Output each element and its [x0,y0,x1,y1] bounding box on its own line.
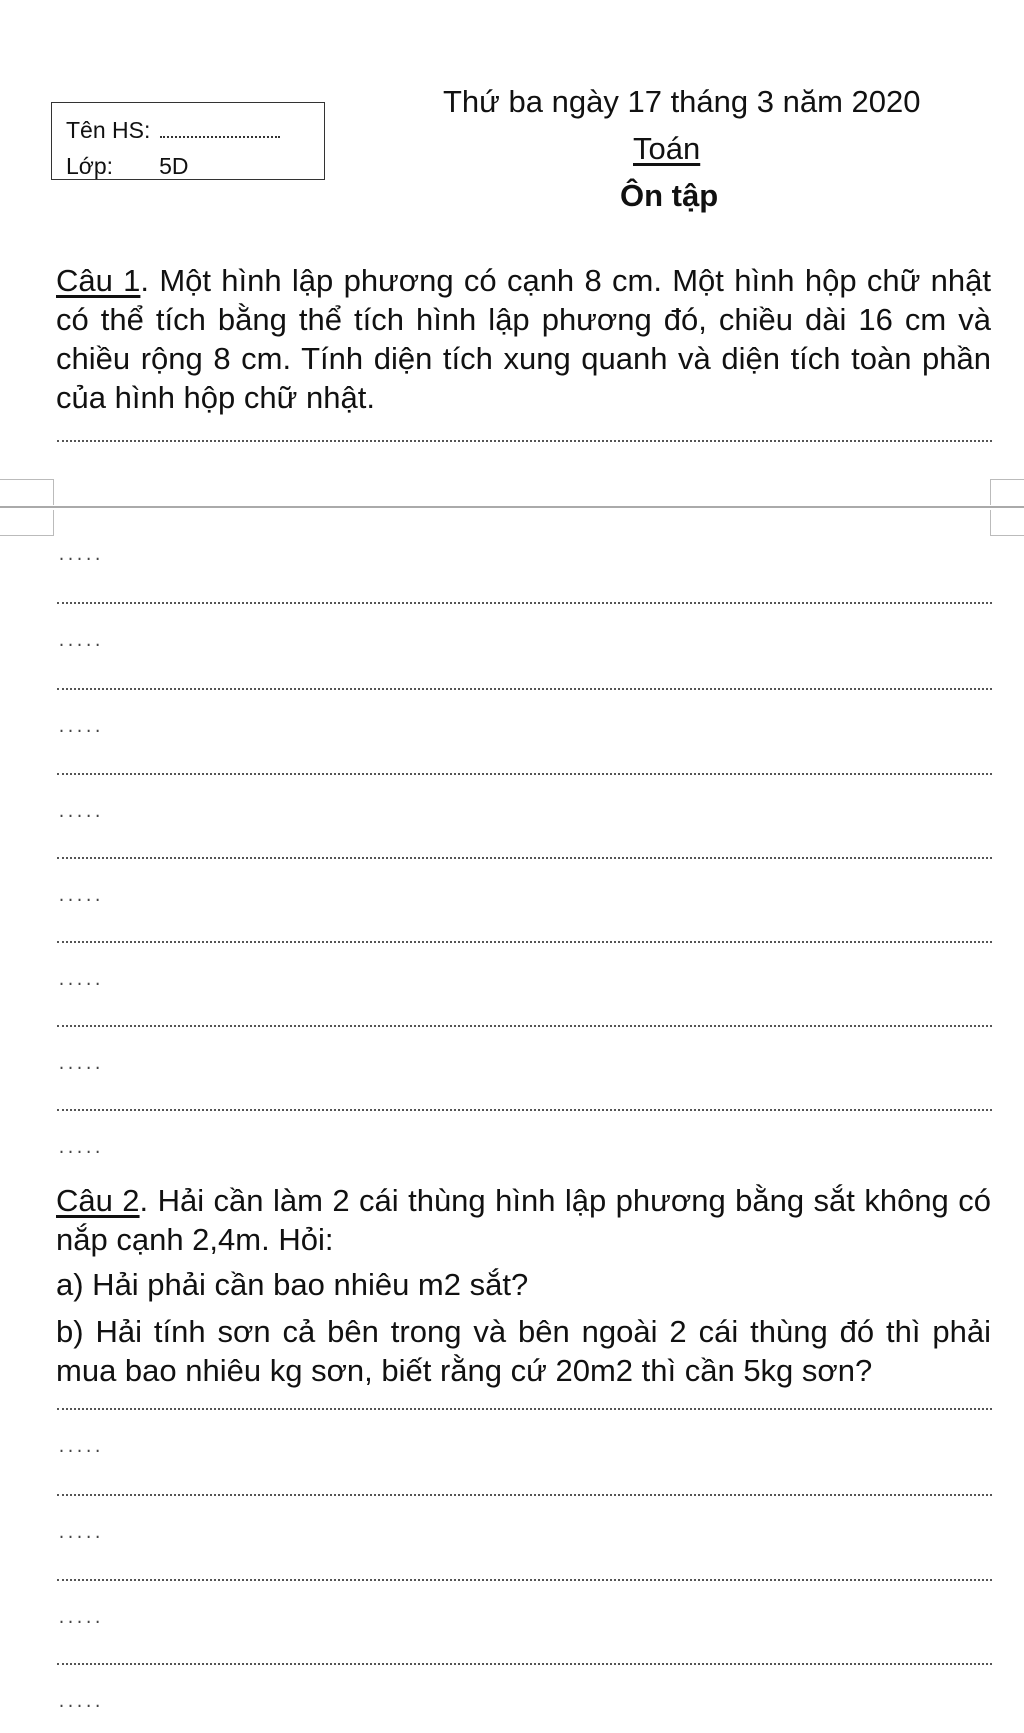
answer-line-stub: ..... [57,1055,103,1073]
answer-line-stub: ..... [57,803,103,821]
answer-line [57,602,992,604]
answer-line [57,1663,992,1665]
question-2 [56,1181,991,1259]
answer-line [57,688,992,690]
answer-line [57,773,992,775]
question-2-part-a: a) Hải phải cần bao nhiêu m2 sắt? [56,1267,529,1302]
page-break-divider [0,506,1024,508]
answer-line-stub: ..... [57,1693,103,1711]
student-name-label: Tên HS: [66,117,151,143]
date-line: Thứ ba ngày 17 tháng 3 năm 2020 [443,84,921,119]
question-1 [56,261,991,417]
answer-line-stub: ..... [57,1609,103,1627]
answer-line-stub: ..... [57,632,103,650]
lesson-title: Ôn tập [620,178,719,213]
answer-line-stub: ..... [57,887,103,905]
question-2-text: . Hải cần làm 2 cái thùng hình lập phương bằng sắt không có nắp cạnh 2,4m. Hỏi: [56,1183,991,1257]
answer-line [57,1025,992,1027]
answer-line [57,1109,992,1111]
answer-line [57,1408,992,1410]
question-1-label: Câu 1 [56,263,141,298]
question-2-part-b: b) Hải tính sơn cả bên trong và bên ngoài 2 cái thùng đó thì phải mua bao nhiêu kg sơn, biết rằng cứ 20m2 thì cần 5kg sơn? [56,1314,991,1388]
answer-line [57,857,992,859]
answer-line-stub: ..... [57,1438,103,1456]
question-1-text: . Một hình lập phương có cạnh 8 cm. Một hình hộp chữ nhật có thể tích bằng thể tích hình lập phương đó, chiều dài 16 cm và chiều rộng 8 cm. Tính diện tích xung quanh và diện tích toàn phần của hình hộp chữ nhật. [56,263,991,415]
answer-line-stub: ..... [57,1139,103,1157]
answer-line-stub: ..... [57,1524,103,1542]
class-value: 5D [159,153,189,179]
answer-line [57,440,992,442]
class-label: Lớp: [66,153,114,179]
crop-mark [990,479,1024,505]
answer-line [57,941,992,943]
question-2-label: Câu 2 [56,1183,140,1218]
answer-line-stub: ..... [57,718,103,736]
answer-line [57,1579,992,1581]
student-name-blank [160,135,280,138]
answer-line-stub: ..... [57,546,103,564]
crop-mark [0,479,54,505]
answer-line [57,1494,992,1496]
crop-mark [990,510,1024,536]
answer-line-stub: ..... [57,971,103,989]
crop-mark [0,510,54,536]
student-info-box [51,102,325,180]
subject-title: Toán [633,131,701,166]
